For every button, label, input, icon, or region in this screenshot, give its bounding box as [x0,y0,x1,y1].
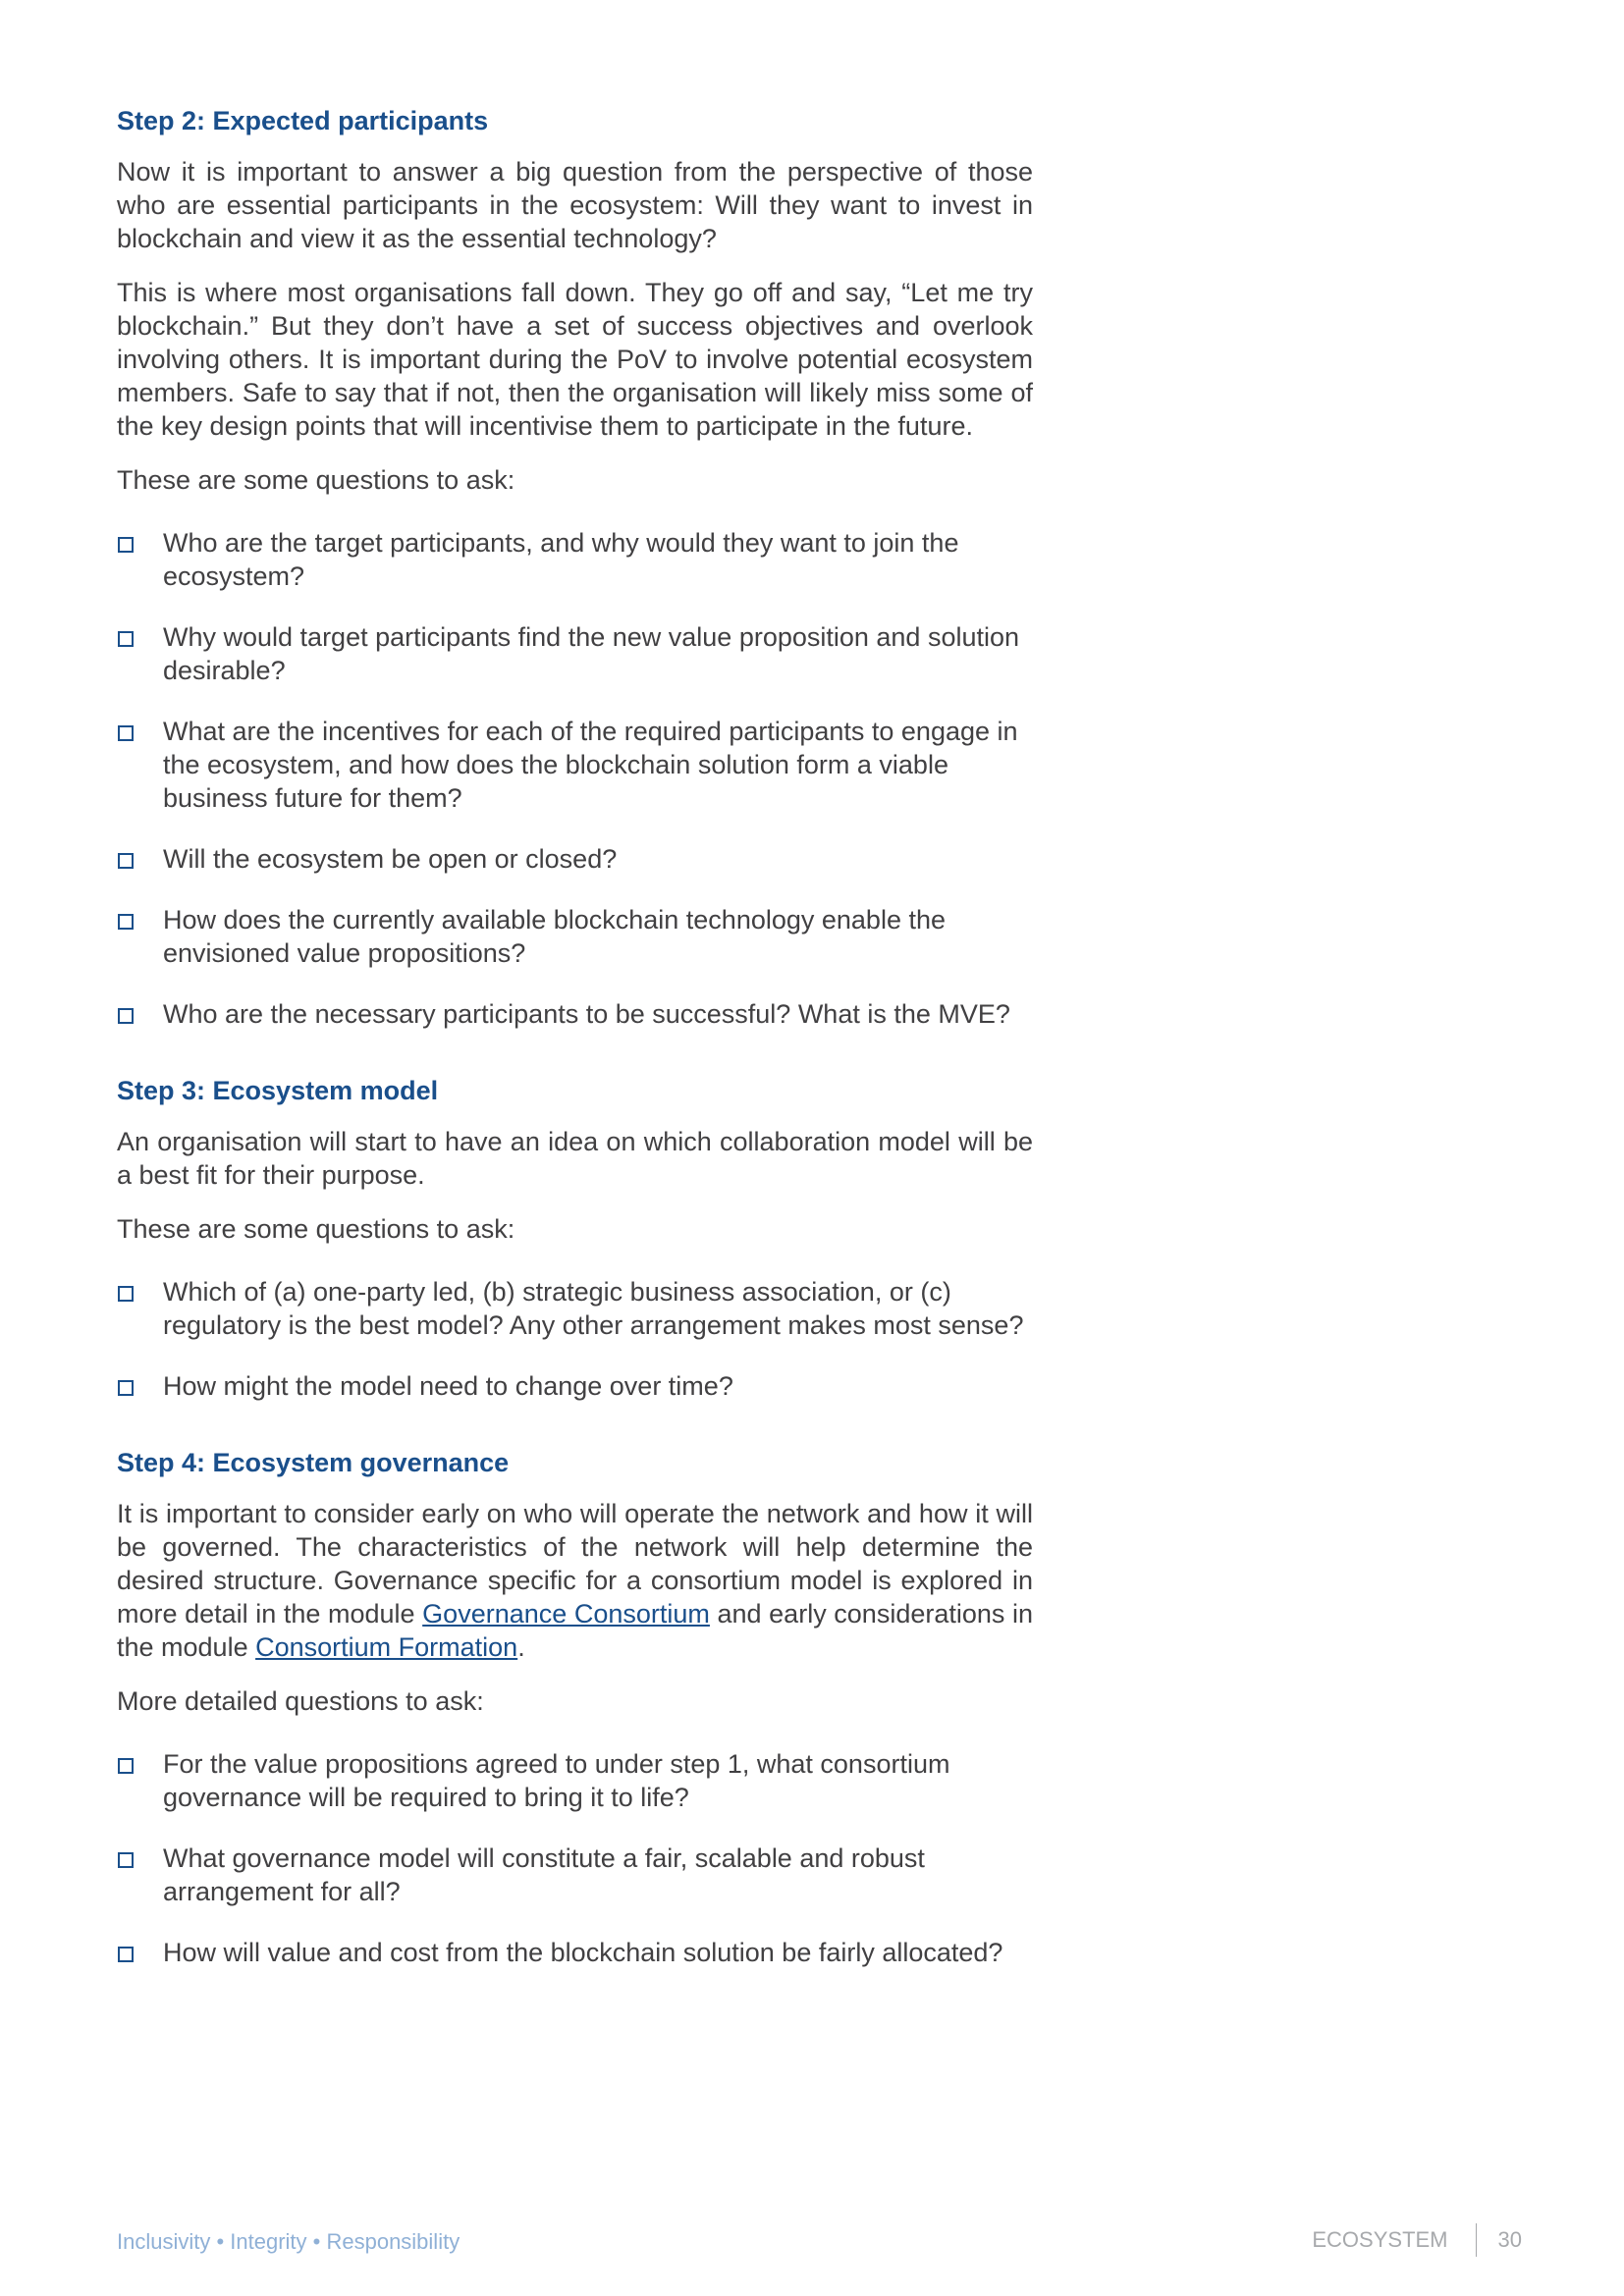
list-item-text: What are the incentives for each of the required participants to engage in the ecosystem, and how does the blockchain solution form a viable business future for them? [163,717,1018,813]
footer-tagline: Inclusivity • Integrity • Responsibility [117,2229,460,2254]
list-item [117,1275,1033,1342]
list-item [117,1842,1033,1908]
section-step-4 [117,1446,1033,1969]
square-bullet-icon [118,1947,134,1962]
body-paragraph: These are some questions to ask: [117,1214,515,1244]
body-paragraph: These are some questions to ask: [117,465,515,495]
footer-page-info [1312,2222,1522,2258]
list-item-text: Why would target participants find the new value proposition and solution desirable? [163,622,1020,685]
square-bullet-icon [118,914,134,930]
list-item [117,526,1033,593]
square-bullet-icon [118,1852,134,1868]
list-item [117,1936,1033,1969]
list-item-text: How will value and cost from the blockchain solution be fairly allocated? [163,1938,1003,1967]
square-bullet-icon [118,631,134,647]
consortium-formation-link[interactable]: Consortium Formation [255,1632,518,1662]
list-item [117,842,1033,876]
list-item-text: How might the model need to change over time? [163,1371,733,1401]
question-list [117,526,1033,1031]
body-paragraph: More detailed questions to ask: [117,1686,484,1716]
section-heading: Step 2: Expected participants [117,106,489,135]
paragraph-text: and early considerations in the module [117,1599,1034,1662]
list-item-text: What governance model will constitute a fair, scalable and robust arrangement for all? [163,1843,925,1906]
page-content [117,104,1033,1969]
section-heading: Step 4: Ecosystem governance [117,1448,510,1477]
list-item [117,715,1033,815]
body-paragraph-governance [117,1497,1033,1664]
square-bullet-icon [118,537,134,553]
list-item [117,903,1033,970]
body-paragraph: This is where most organisations fall down. They go off and say, “Let me try blockchain.” But they don’t have a set of success objectives and overlook involving others. It is important during the PoV to involve potential ecosystem members. Safe to say that if not, then the organisation will likely miss some of the key design points that will incentivise them to participate in the future. [117,278,1033,441]
list-item-text: For the value propositions agreed to under step 1, what consortium governance will be required to bring it to life? [163,1749,950,1812]
paragraph-text: It is important to consider early on who will operate the network and how it will be governed. The characteristics of the network will help determine the desired structure. Governance specific for a consortium model is explored in more detail in the module [117,1499,1033,1629]
list-item-text: Which of (a) one-party led, (b) strategic business association, or (c) regulatory is the best model? Any other arrangement makes most sense? [163,1277,1024,1340]
section-step-2 [117,104,1033,1031]
list-item-text: Who are the necessary participants to be successful? What is the MVE? [163,999,1010,1029]
list-item-text: Who are the target participants, and why would they want to join the ecosystem? [163,528,959,591]
square-bullet-icon [118,853,134,869]
question-list [117,1275,1033,1403]
square-bullet-icon [118,1380,134,1396]
list-item-text: How does the currently available blockchain technology enable the envisioned value propositions? [163,905,947,968]
list-item [117,1369,1033,1403]
square-bullet-icon [118,1758,134,1774]
body-paragraph: Now it is important to answer a big question from the perspective of those who are essential participants in the ecosystem: Will they want to invest in blockchain and view it as the essential technology? [117,157,1033,253]
question-list [117,1747,1033,1969]
body-paragraph: An organisation will start to have an idea on which collaboration model will be a best fit for their purpose. [117,1127,1033,1190]
square-bullet-icon [118,1008,134,1024]
section-heading: Step 3: Ecosystem model [117,1076,439,1105]
page-number: 30 [1497,2227,1522,2252]
paragraph-text: . [517,1632,525,1662]
square-bullet-icon [118,725,134,741]
list-item [117,620,1033,687]
list-item [117,1747,1033,1814]
governance-consortium-link[interactable]: Governance Consortium [422,1599,710,1629]
section-step-3 [117,1074,1033,1403]
square-bullet-icon [118,1286,134,1302]
footer-section-name: ECOSYSTEM [1312,2227,1448,2252]
footer-divider [1476,2223,1477,2257]
list-item-text: Will the ecosystem be open or closed? [163,844,618,874]
list-item [117,997,1033,1031]
